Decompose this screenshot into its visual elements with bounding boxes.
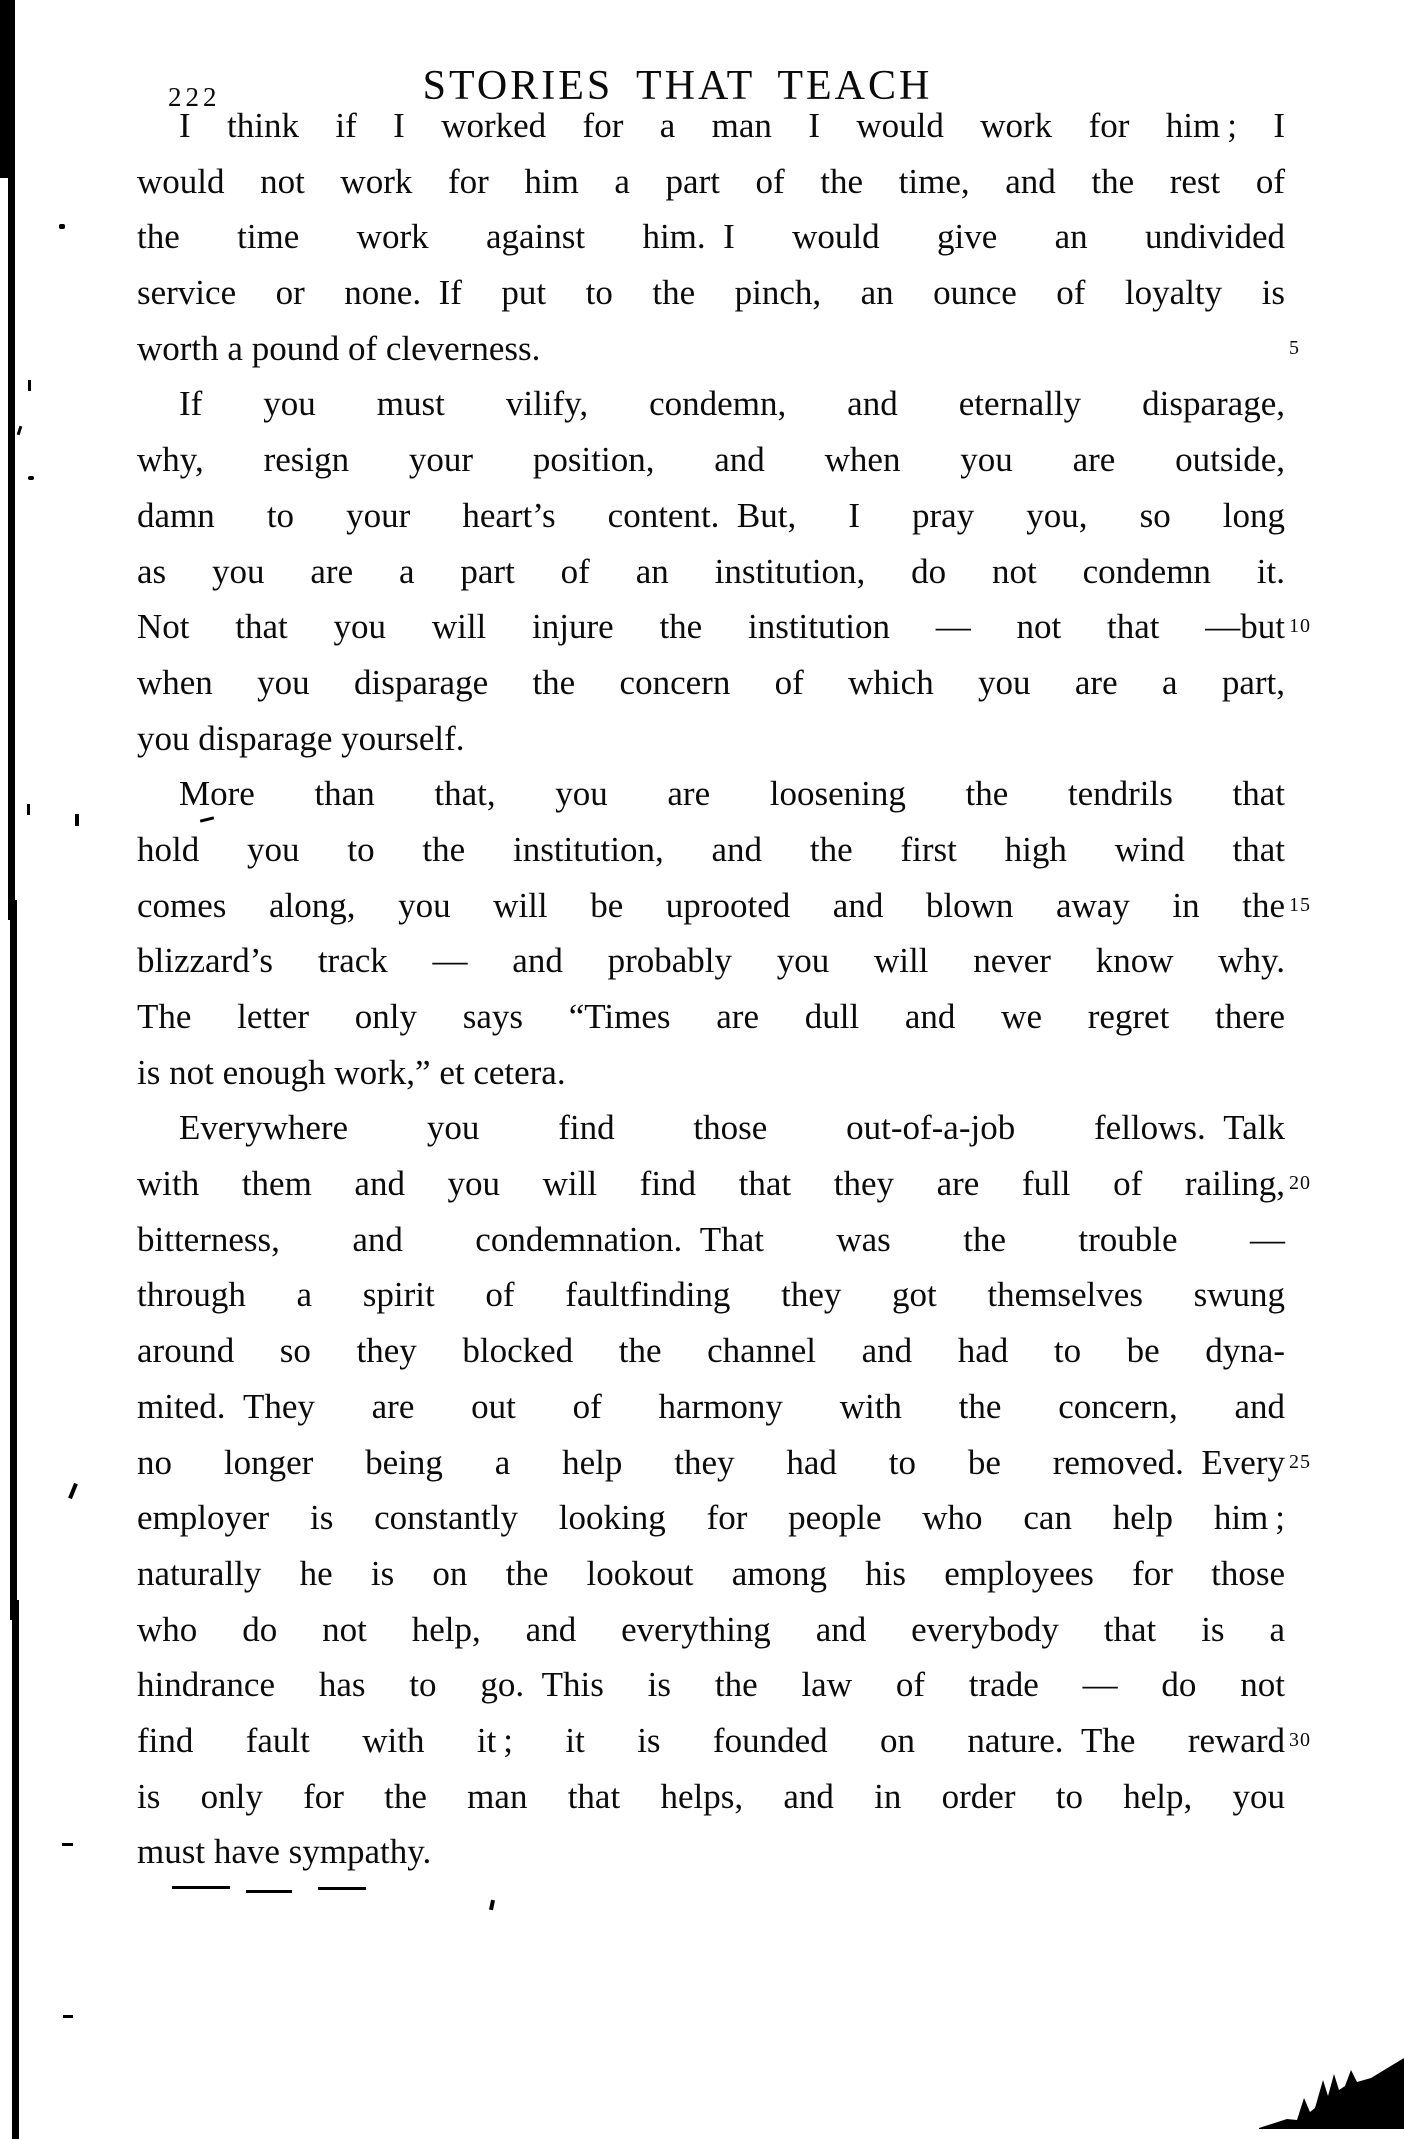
text-line: [137, 1267, 1285, 1323]
text-line: [137, 822, 1285, 878]
margin-line-number: 5: [1289, 336, 1300, 359]
text-line: [137, 655, 1285, 711]
margin-line-number: 15: [1289, 893, 1311, 916]
scan-artifact: [62, 1843, 73, 1846]
text-line: [137, 989, 1285, 1045]
text-line: [137, 432, 1285, 488]
text-line: [137, 1769, 1285, 1825]
line-text: as you are a part of an institution, do not condemn it.: [137, 551, 1285, 591]
line-text: damn to your heart’s content. But, I pray you, so long: [137, 495, 1285, 535]
scan-artifact: [59, 224, 65, 229]
scan-edge-bar: [10, 900, 17, 1620]
text-line: [137, 321, 1300, 377]
scan-artifact: [28, 380, 31, 391]
text-line: [137, 1546, 1285, 1602]
text-line: [137, 1212, 1285, 1268]
text-line: [137, 1435, 1311, 1491]
paragraph: [137, 1100, 1311, 1880]
line-text: I think if I worked for a man I would work for him ; I: [179, 106, 1285, 145]
line-text: mited. They are out of harmony with the concern, and: [137, 1386, 1285, 1426]
line-text: the time work against him. I would give an undivided: [137, 217, 1285, 257]
text-line: [137, 1713, 1311, 1769]
line-text: why, resign your position, and when you are outside,: [137, 440, 1285, 480]
paragraph: [137, 376, 1311, 766]
ink-smudge: [1259, 2058, 1404, 2130]
scan-smear-underline: [172, 1886, 230, 1889]
line-text: through a spirit of faultfinding they got themselves swung: [137, 1275, 1285, 1315]
line-text: no longer being a help they had to be removed. Every: [137, 1442, 1285, 1482]
line-text: blizzard’s track — and probably you will never know why.: [137, 941, 1285, 981]
text-line: [137, 1100, 1285, 1156]
text-line: [137, 154, 1285, 210]
text-line: [137, 599, 1311, 655]
text-line: [137, 1379, 1285, 1435]
line-text: bitterness, and condemnation. That was the trouble —: [137, 1219, 1285, 1259]
line-text: find fault with it ; it is founded on nature. The reward: [137, 1720, 1285, 1760]
scan-artifact: [63, 2015, 73, 2018]
line-text: worth a pound of cleverness.: [137, 328, 541, 368]
page-number: 222: [168, 82, 221, 112]
line-text: must have sympathy.: [137, 1832, 432, 1872]
line-text: you disparage yourself.: [137, 718, 465, 758]
text-line: [137, 878, 1311, 934]
text-line: [137, 488, 1285, 544]
line-text: around so they blocked the channel and had to be dyna-: [137, 1331, 1285, 1371]
scan-artifact: [28, 476, 34, 480]
paragraph: [137, 98, 1300, 376]
text-line: [137, 933, 1285, 989]
text-line: [137, 209, 1285, 265]
scan-smear-underline: [318, 1887, 366, 1890]
margin-line-number: 10: [1289, 615, 1311, 638]
line-text: would not work for him a part of the time, and the rest of: [137, 161, 1285, 201]
text-line: [137, 1045, 1285, 1101]
scan-artifact: [489, 1900, 495, 1911]
line-text: is only for the man that helps, and in order to help, you: [137, 1776, 1285, 1816]
text-line: [137, 1490, 1285, 1546]
line-text: The letter only says “Times are dull and we regret there: [137, 997, 1285, 1036]
paragraph: [137, 766, 1311, 1100]
text-line: [137, 1824, 1285, 1880]
line-text: naturally he is on the lookout among his employees for those: [137, 1553, 1285, 1593]
text-line: [137, 1156, 1311, 1212]
line-text: More than that, you are loosening the tendrils that: [179, 774, 1285, 814]
margin-line-number: 20: [1289, 1172, 1311, 1195]
scan-edge-bar: [12, 1600, 19, 2139]
line-text: is not enough work,” et cetera.: [137, 1052, 566, 1092]
line-text: with them and you will find that they are full of railing,: [137, 1164, 1285, 1204]
text-line: [137, 98, 1285, 154]
text-line: [137, 1602, 1285, 1658]
scan-smear-underline: [246, 1890, 292, 1893]
text-line: [137, 376, 1285, 432]
line-text: hindrance has to go. This is the law of trade — do not: [137, 1665, 1285, 1705]
text-line: [137, 544, 1285, 600]
margin-line-number: 30: [1289, 1728, 1311, 1751]
text-line: [137, 1657, 1285, 1713]
page-title: STORIES THAT TEACH: [422, 63, 933, 109]
line-text: Everywhere you find those out-of-a-job fellows. Talk: [179, 1108, 1285, 1148]
line-text: Not that you will injure the institution — not that —but: [137, 607, 1285, 647]
line-text: who do not help, and everything and everybody that is a: [137, 1609, 1285, 1649]
scan-artifact: [68, 1483, 78, 1499]
scan-artifact: [75, 814, 79, 826]
scan-artifact: [27, 804, 30, 815]
text-line: [137, 766, 1285, 822]
text-line: [137, 265, 1285, 321]
text-line: [137, 711, 1285, 767]
line-text: hold you to the institution, and the first high wind that: [137, 829, 1285, 869]
line-text: employer is constantly looking for people who can help him ;: [137, 1498, 1285, 1538]
text-line: [137, 1323, 1285, 1379]
text-block: [137, 98, 1311, 1880]
line-text: service or none. If put to the pinch, an ounce of loyalty is: [137, 273, 1285, 313]
scan-artifact: [17, 426, 23, 435]
line-text: If you must vilify, condemn, and eternally disparage,: [179, 384, 1285, 424]
line-text: when you disparage the concern of which you are a part,: [137, 662, 1285, 702]
scan-edge-bar: [8, 0, 15, 920]
line-text: comes along, you will be uprooted and blown away in the: [137, 885, 1285, 925]
margin-line-number: 25: [1289, 1450, 1311, 1473]
